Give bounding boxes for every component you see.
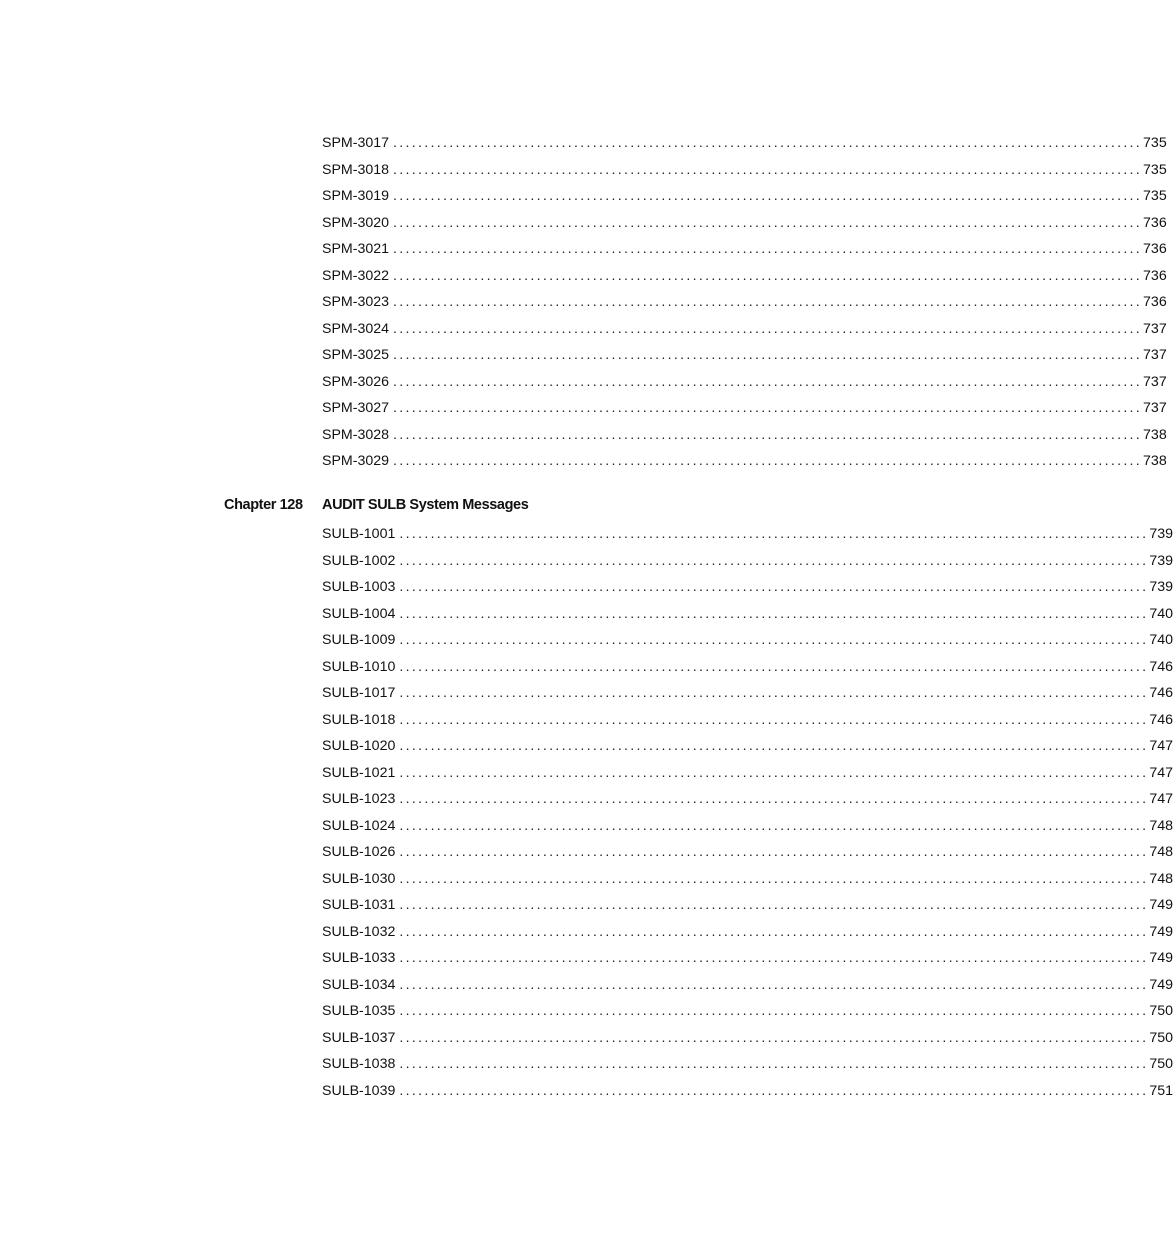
toc-entry[interactable] [322, 213, 1167, 240]
dot-leader: ........................................................................................................................ [399, 605, 1149, 622]
toc-entry-page: 749 [1149, 950, 1173, 966]
toc-entry-page: 739 [1149, 579, 1173, 595]
dot-leader: ........................................................................................................................ [393, 294, 1143, 310]
dot-leader: ........................................................................................................................ [399, 976, 1149, 993]
toc-entry-page: 738 [1143, 453, 1167, 469]
chapter-title[interactable]: AUDIT SULB System Messages [322, 497, 529, 513]
toc-entry-label: SULB-1024 [322, 817, 396, 834]
toc-entry[interactable] [322, 922, 1173, 949]
toc-entry[interactable] [322, 577, 1173, 604]
toc-entry[interactable] [322, 948, 1173, 975]
toc-entry-label: SULB-1020 [322, 738, 396, 754]
toc-entry-label: SPM-3024 [322, 320, 390, 337]
toc-entry[interactable] [322, 789, 1173, 816]
toc-entry[interactable] [322, 1081, 1173, 1108]
toc-entry-label: SULB-1003 [322, 579, 396, 595]
toc-entry-label: SULB-1035 [322, 1003, 396, 1019]
toc-entry-page: 738 [1143, 426, 1167, 443]
toc-entry[interactable] [322, 1001, 1173, 1028]
toc-entry[interactable] [322, 816, 1173, 843]
toc-entry-label: SULB-1004 [322, 605, 396, 622]
toc-entry-page: 747 [1149, 738, 1173, 754]
toc-entry-label: SULB-1037 [322, 1029, 396, 1046]
toc-entry[interactable] [322, 266, 1167, 293]
toc-entry-label: SPM-3026 [322, 373, 390, 390]
toc-entry-label: SULB-1002 [322, 552, 396, 569]
chapter-heading [224, 494, 844, 516]
dot-leader: ........................................................................................................................ [393, 188, 1143, 204]
toc-entry-page: 750 [1149, 1003, 1173, 1019]
dot-leader: ........................................................................................................................ [399, 711, 1149, 728]
toc-entry-page: 749 [1149, 923, 1173, 940]
toc-entry-label: SPM-3027 [322, 400, 390, 416]
dot-leader: ........................................................................................................................ [393, 373, 1143, 390]
toc-entry[interactable] [322, 1028, 1173, 1055]
dot-leader: ........................................................................................................................ [399, 579, 1149, 595]
toc-entry-label: SULB-1021 [322, 764, 396, 781]
toc-entry-label: SULB-1033 [322, 950, 396, 966]
dot-leader: ........................................................................................................................ [399, 844, 1149, 860]
toc-entry-page: 736 [1143, 241, 1167, 257]
toc-entry-label: SPM-3023 [322, 294, 390, 310]
toc-entry[interactable] [322, 710, 1173, 737]
toc-entry-page: 746 [1149, 685, 1173, 701]
toc-entry[interactable] [322, 975, 1173, 1002]
toc-entry-label: SULB-1038 [322, 1056, 396, 1072]
toc-entry-page: 746 [1149, 711, 1173, 728]
toc-entry-label: SPM-3022 [322, 267, 390, 284]
toc-entry-page: 748 [1149, 844, 1173, 860]
toc-entry-label: SULB-1010 [322, 658, 396, 675]
dot-leader: ........................................................................................................................ [399, 923, 1149, 940]
toc-entry-page: 747 [1149, 791, 1173, 807]
toc-entry[interactable] [322, 683, 1173, 710]
toc-entry-label: SULB-1001 [322, 526, 396, 542]
toc-entry-label: SULB-1032 [322, 923, 396, 940]
toc-entry-page: 735 [1143, 135, 1167, 151]
toc-entry[interactable] [322, 524, 1173, 551]
dot-leader: ........................................................................................................................ [393, 347, 1143, 363]
toc-entry-page: 751 [1149, 1082, 1173, 1099]
dot-leader: ........................................................................................................................ [393, 400, 1143, 416]
toc-entry-label: SPM-3019 [322, 188, 390, 204]
toc-entry-label: SULB-1017 [322, 685, 396, 701]
toc-entry-page: 736 [1143, 214, 1167, 231]
dot-leader: ........................................................................................................................ [399, 1056, 1149, 1072]
toc-entry[interactable] [322, 604, 1173, 631]
dot-leader: ........................................................................................................................ [399, 950, 1149, 966]
toc-entry[interactable] [322, 345, 1167, 372]
dot-leader: ........................................................................................................................ [399, 526, 1149, 542]
dot-leader: ........................................................................................................................ [399, 817, 1149, 834]
dot-leader: ........................................................................................................................ [399, 685, 1149, 701]
toc-entry-label: SPM-3025 [322, 347, 390, 363]
toc-entry[interactable] [322, 186, 1167, 213]
toc-entry-page: 737 [1143, 347, 1167, 363]
toc-entry[interactable] [322, 425, 1167, 452]
dot-leader: ........................................................................................................................ [399, 658, 1149, 675]
toc-entry[interactable] [322, 133, 1167, 160]
dot-leader: ........................................................................................................................ [393, 267, 1143, 284]
toc-entry-label: SPM-3018 [322, 161, 390, 178]
dot-leader: ........................................................................................................................ [393, 241, 1143, 257]
chapter-number: Chapter 128 [224, 497, 303, 513]
dot-leader: ........................................................................................................................ [399, 1029, 1149, 1046]
toc-entry-page: 740 [1149, 605, 1173, 622]
toc-entry-label: SPM-3021 [322, 241, 390, 257]
toc-entry-page: 737 [1143, 400, 1167, 416]
dot-leader: ........................................................................................................................ [399, 738, 1149, 754]
dot-leader: ........................................................................................................................ [393, 426, 1143, 443]
dot-leader: ........................................................................................................................ [393, 453, 1143, 469]
toc-entry-label: SULB-1030 [322, 870, 396, 887]
toc-entry[interactable] [322, 869, 1173, 896]
dot-leader: ........................................................................................................................ [393, 320, 1143, 337]
dot-leader: ........................................................................................................................ [399, 1003, 1149, 1019]
toc-entry[interactable] [322, 1054, 1173, 1081]
toc-entry-label: SULB-1031 [322, 897, 396, 913]
toc-entry[interactable] [322, 736, 1173, 763]
dot-leader: ........................................................................................................................ [393, 214, 1143, 231]
toc-entry-page: 736 [1143, 267, 1167, 284]
dot-leader: ........................................................................................................................ [399, 632, 1149, 648]
toc-entry-page: 736 [1143, 294, 1167, 310]
toc-entry[interactable] [322, 451, 1167, 478]
toc-entry-page: 735 [1143, 188, 1167, 204]
toc-entry-label: SULB-1026 [322, 844, 396, 860]
dot-leader: ........................................................................................................................ [393, 135, 1143, 151]
toc-entry[interactable] [322, 895, 1173, 922]
toc-entry[interactable] [322, 657, 1173, 684]
toc-entry-page: 746 [1149, 658, 1173, 675]
toc-entry-label: SULB-1018 [322, 711, 396, 728]
toc-entry-page: 737 [1143, 373, 1167, 390]
toc-entry[interactable] [322, 160, 1167, 187]
toc-entry[interactable] [322, 551, 1173, 578]
toc-entry-label: SPM-3029 [322, 453, 390, 469]
sulb-toc-list [322, 524, 1173, 1107]
toc-entry-page: 748 [1149, 870, 1173, 887]
dot-leader: ........................................................................................................................ [399, 552, 1149, 569]
toc-entry-page: 749 [1149, 897, 1173, 913]
toc-entry-page: 750 [1149, 1056, 1173, 1072]
toc-entry-label: SPM-3020 [322, 214, 390, 231]
dot-leader: ........................................................................................................................ [399, 870, 1149, 887]
toc-entry[interactable] [322, 319, 1167, 346]
toc-entry-page: 739 [1149, 552, 1173, 569]
toc-entry-page: 735 [1143, 161, 1167, 178]
toc-entry-label: SPM-3028 [322, 426, 390, 443]
dot-leader: ........................................................................................................................ [399, 791, 1149, 807]
toc-entry-label: SULB-1034 [322, 976, 396, 993]
toc-entry-page: 747 [1149, 764, 1173, 781]
dot-leader: ........................................................................................................................ [399, 1082, 1149, 1099]
toc-entry-label: SULB-1039 [322, 1082, 396, 1099]
dot-leader: ........................................................................................................................ [393, 161, 1143, 178]
toc-entry[interactable] [322, 630, 1173, 657]
toc-entry-label: SULB-1023 [322, 791, 396, 807]
toc-entry[interactable] [322, 239, 1167, 266]
toc-entry-label: SPM-3017 [322, 135, 390, 151]
toc-entry-page: 740 [1149, 632, 1173, 648]
toc-entry-page: 737 [1143, 320, 1167, 337]
toc-entry[interactable] [322, 763, 1173, 790]
toc-entry[interactable] [322, 372, 1167, 399]
dot-leader: ........................................................................................................................ [399, 764, 1149, 781]
toc-entry-page: 749 [1149, 976, 1173, 993]
toc-entry[interactable] [322, 292, 1167, 319]
toc-entry-page: 750 [1149, 1029, 1173, 1046]
toc-entry-label: SULB-1009 [322, 632, 396, 648]
toc-entry[interactable] [322, 842, 1173, 869]
toc-entry-page: 739 [1149, 526, 1173, 542]
spm-toc-list [322, 133, 1167, 478]
toc-entry-page: 748 [1149, 817, 1173, 834]
dot-leader: ........................................................................................................................ [399, 897, 1149, 913]
toc-entry[interactable] [322, 398, 1167, 425]
